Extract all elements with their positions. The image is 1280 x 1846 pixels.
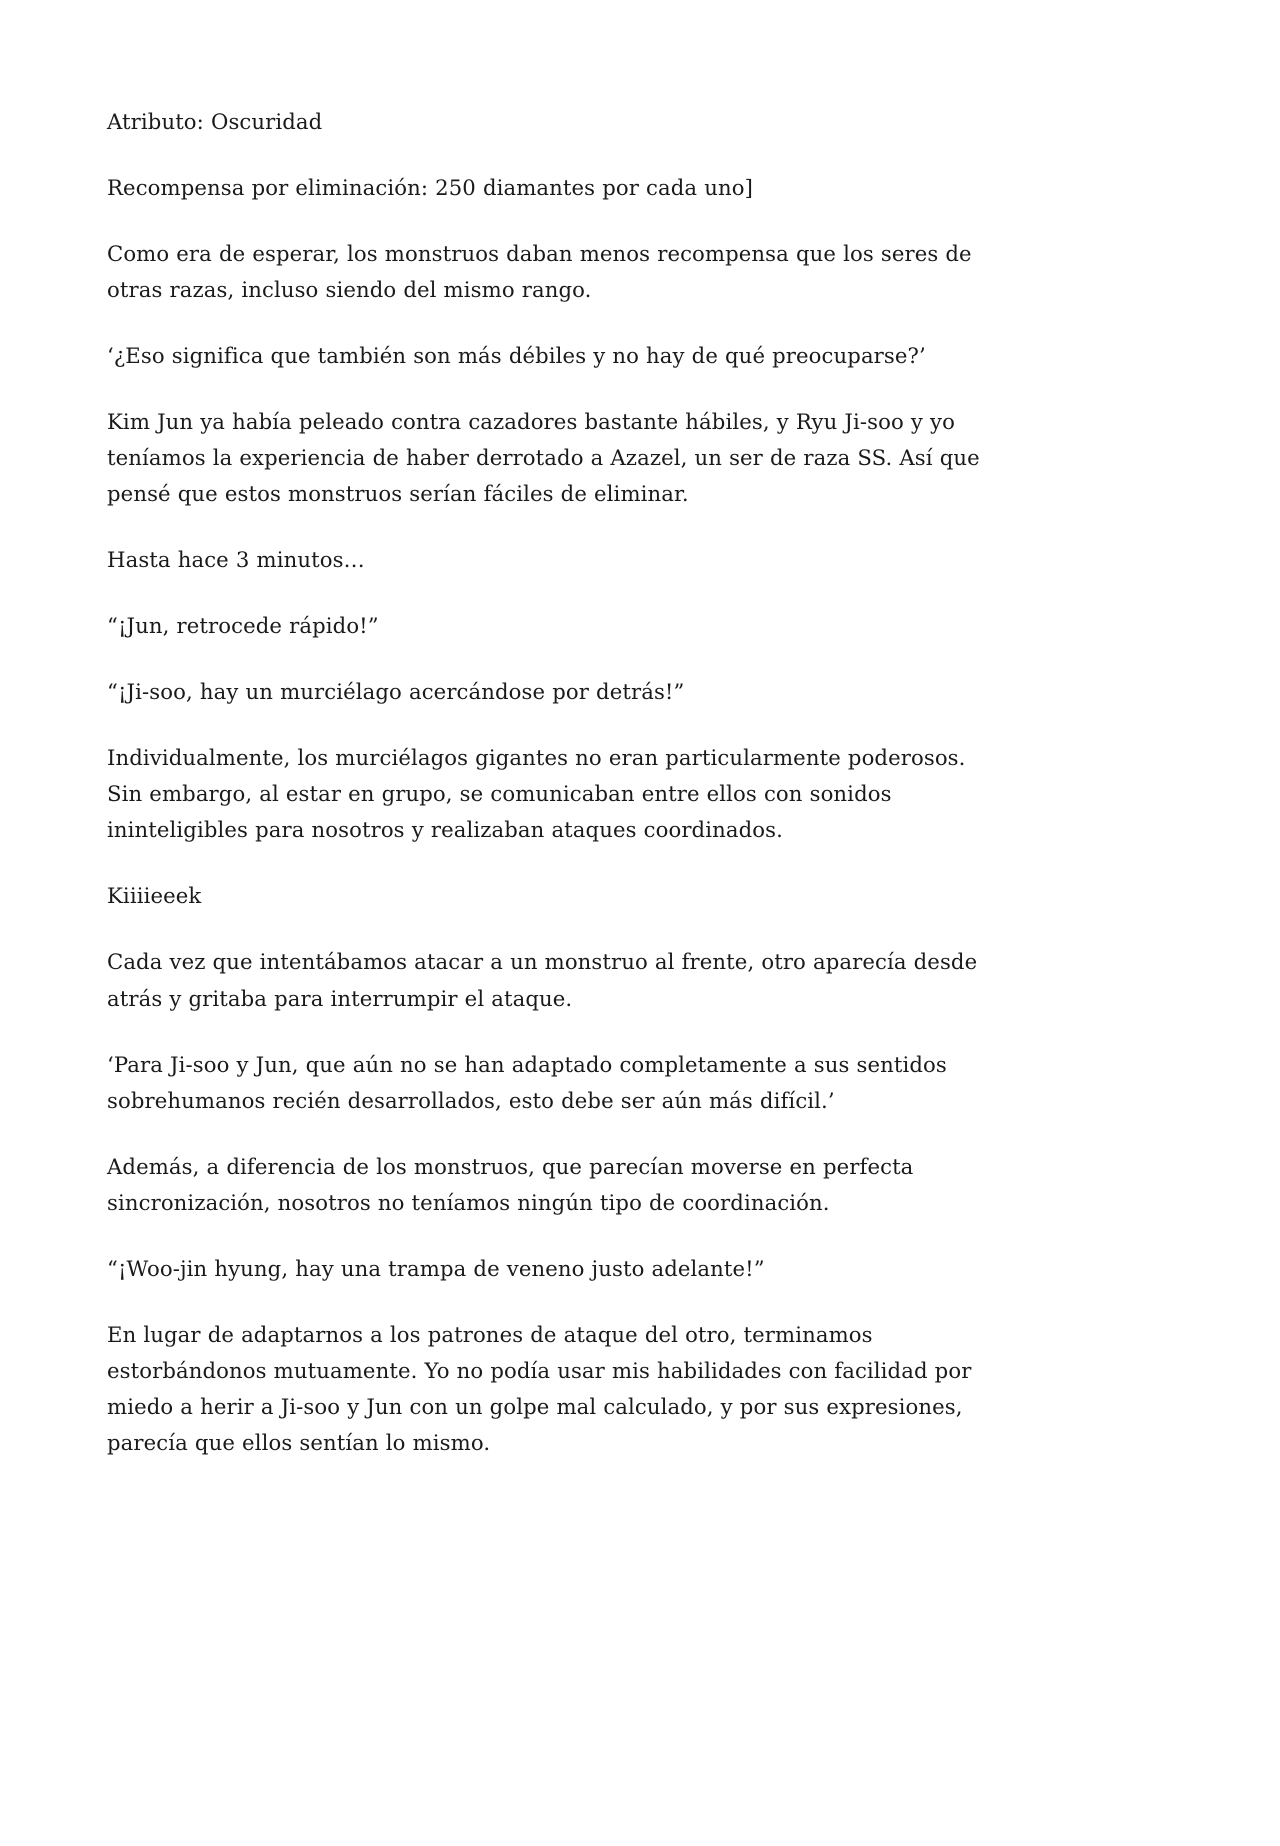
paragraph-expected-reward: Como era de esperar, los monstruos daban menos recompensa que los seres de otras razas, incluso siendo del mismo rango. <box>107 241 972 303</box>
paragraph-getting-in-the-way: En lugar de adaptarnos a los patrones de ataque del otro, terminamos estorbándonos mutuamente. Yo no podía usar mis habilidades con facilidad por miedo a herir a Ji-soo y Jun con un golpe mal calculado, y por sus expresiones, parecía que ellos sentían lo mismo. <box>107 1321 972 1455</box>
paragraph-no-coordination: Además, a diferencia de los monstruos, que parecían moverse en perfecta sincronización, nosotros no teníamos ningún tipo de coordinación. <box>107 1153 914 1215</box>
paragraph-dialogue-jun-retreat: “¡Jun, retrocede rápido!” <box>107 613 379 639</box>
paragraph-screech: Kiiiieeek <box>107 883 202 909</box>
paragraph-attack-interruption: Cada vez que intentábamos atacar a un monstruo al frente, otro aparecía desde atrás y gritaba para interrumpir el ataque. <box>107 949 978 1011</box>
page-top-edge <box>277 0 1003 4</box>
paragraph-bats-coordination: Individualmente, los murciélagos gigantes no eran particularmente poderosos. Sin embargo, al estar en grupo, se comunicaban entre ellos con sonidos ininteligibles para nosotros y realizaban ataques coordinados. <box>107 745 966 843</box>
paragraph-kim-jun-background: Kim Jun ya había peleado contra cazadores bastante hábiles, y Ryu Ji-soo y yo teníamos la experiencia de haber derrotado a Azazel, un ser de raza SS. Así que pensé que estos monstruos serían fáciles de eliminar. <box>107 409 980 507</box>
paragraph-inner-thought-weaker: ‘¿Eso significa que también son más débiles y no hay de qué preocuparse?’ <box>107 343 926 369</box>
paragraph-dialogue-woojin-trap: “¡Woo-jin hyung, hay una trampa de veneno justo adelante!” <box>107 1255 765 1281</box>
paragraph-three-minutes-ago: Hasta hace 3 minutos… <box>107 547 365 573</box>
paragraph-attribute: Atributo: Oscuridad <box>107 109 323 134</box>
paragraph-reward: Recompensa por eliminación: 250 diamantes por cada uno] <box>107 175 753 201</box>
document-text-body <box>107 104 993 1461</box>
paragraph-inner-thought-senses: ‘Para Ji-soo y Jun, que aún no se han adaptado completamente a sus sentidos sobrehumanos recién desarrollados, esto debe ser aún más difícil.’ <box>107 1051 947 1113</box>
paragraph-dialogue-jisoo-bat: “¡Ji-soo, hay un murciélago acercándose por detrás!” <box>107 679 685 705</box>
